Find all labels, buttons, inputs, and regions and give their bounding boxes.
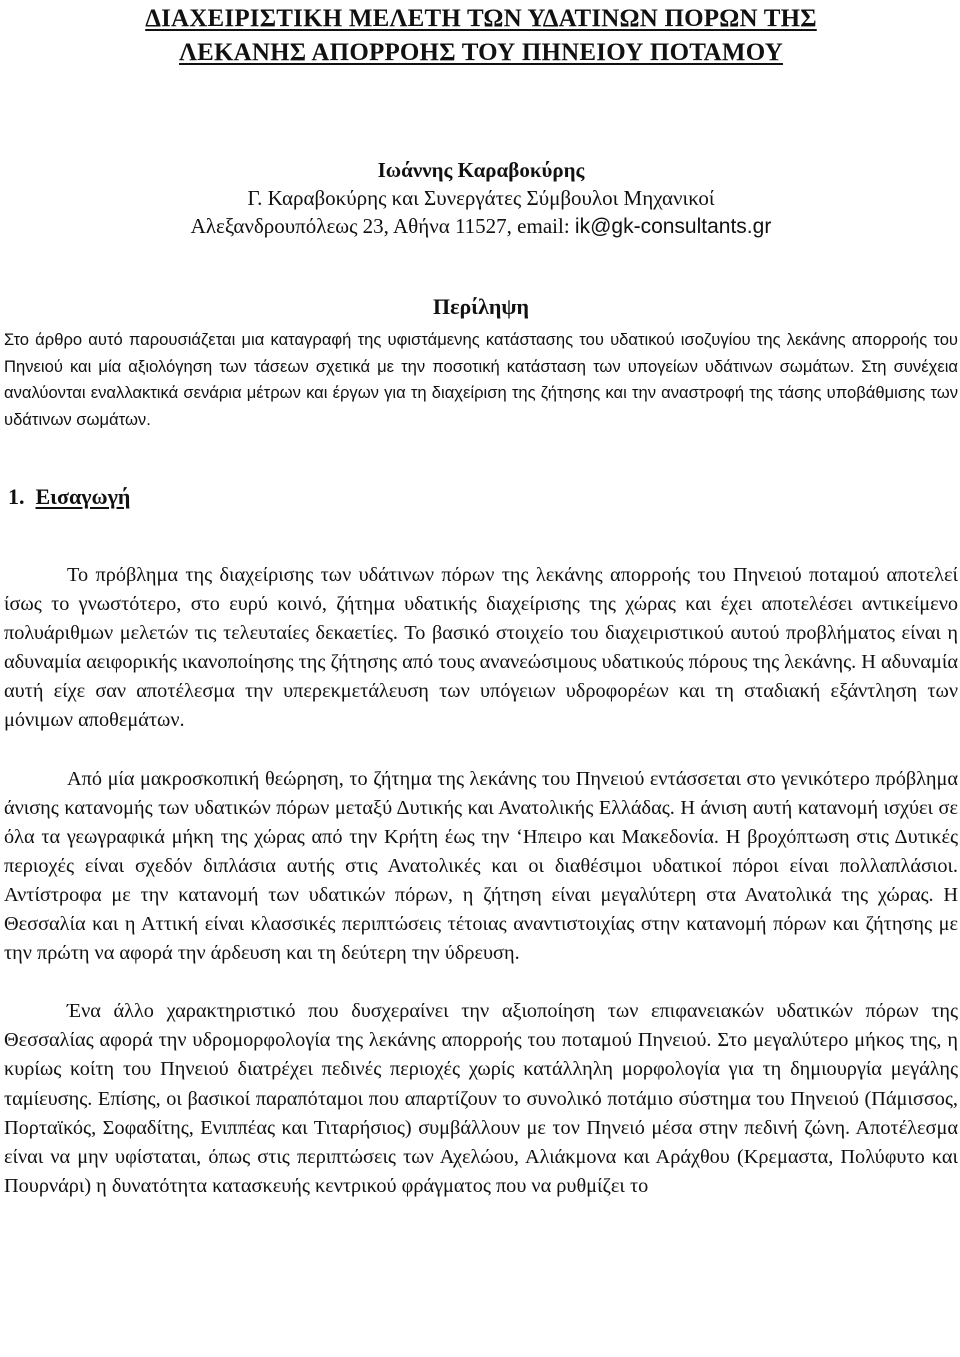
author-address	[4, 212, 958, 241]
section-title: Εισαγωγή	[35, 484, 131, 509]
paper-title	[4, 2, 958, 70]
author-block	[4, 156, 958, 241]
body-paragraph-3: Ένα άλλο χαρακτηριστικό που δυσχεραίνει την αξιοποίηση των επιφανειακών υδατικών πόρων της Θεσσαλίας αφορά την υδρομορφολογία της λεκάνης απορροής του ποταμού Πηνειού. Στο μεγαλύτερο μήκος της, η κυρίως κοίτη του Πηνειού διατρέχει πεδινές περιοχές χωρίς κατάλληλη μορφολογία για τη δημιουργία μεγάλης ταμίευσης. Επίσης, οι βασικοί παραπόταμοι που απαρτίζουν το συνολικό ποτάμιο σύστημα του Πηνειού (Πάμισσος, Πορταϊκός, Σοφαδίτης, Ενιππέας και Τιταρήσιος) συμβάλλουν με τον Πηνειό μέσα στην πεδινή ζώνη. Αποτέλεσμα είναι να μην υφίσταται, όπως στις περιπτώσεις των Αχελώου, Αλιάκμονα και Αράχθου (Κρεμαστα, Πολύφυτο και Πουρνάρι) η δυνατότητα κατασκευής κεντρικού φράγματος που να ρυθμίζει το	[4, 1000, 958, 1197]
author-email: ik@gk-consultants.gr	[574, 215, 772, 238]
body-paragraph-2: Από μία μακροσκοπική θεώρηση, το ζήτημα της λεκάνης του Πηνειού εντάσσεται στο γενικότερο πρόβλημα άνισης κατανομής των υδατικών πόρων μεταξύ Δυτικής και Ανατολικής Ελλάδας. Η άνιση αυτή κατανομή ισχύει σε όλα τα γεωγραφικά μήκη της χώρας από την Κρήτη έως την ‘Ηπειρο και Μακεδονία. Η βροχόπτωση στις Δυτικές περιοχές είναι σχεδόν διπλάσια αυτής στις Ανατολικές και οι διαθέσιμοι υδατικοί πόροι είναι πολλαπλάσιοι. Αντίστροφα με την κατανομή των υδατικών πόρων, η ζήτηση είναι μεγαλύτερη στα Ανατολικά της χώρας. Η Θεσσαλία και η Αττική είναι κλασσικές περιπτώσεις τέτοιας αναντιστοιχίας στην κατανομή πόρων και ζήτησης με την πρώτη να αφορά την άρδευση και τη δεύτερη την ύδρευση.	[4, 767, 958, 965]
body-paragraph-1: Το πρόβλημα της διαχείρισης των υδάτινων πόρων της λεκάνης απορροής του Πηνειού ποταμού αποτελεί ίσως το γνωστότερο, στο ευρύ κοινό, ζήτημα υδατικής διαχείρισης της χώρας και έχει αποτελέσει αντικείμενο πολυάριθμων μελετών τις τελευταίες δεκαετίες. Το βασικό στοιχείο του διαχειριστικού αυτού προβλήματος είναι η αδυναμία αειφορικής ικανοποίησης της ζήτησης από τους ανανεώσιμους υδατικούς πόρους της λεκάνης. Η αδυναμία αυτή είχε σαν αποτέλεσμα την υπερεκμετάλευση των υπόγειων υδροφορέων και τη σταδιακή εξάντληση των μόνιμων αποθεμάτων.	[4, 564, 958, 732]
section-number: 1.	[8, 484, 25, 509]
section-heading	[4, 483, 958, 511]
abstract-text: Στο άρθρο αυτό παρουσιάζεται μια καταγραφή της υφιστάμενης κατάστασης του υδατικού ισοζυγίου της λεκάνης απορροής του Πηνειού και μία αξιολόγηση των τάσεων σχετικά με την ποσοτική κατάσταση των υπογείων υδάτινων σωμάτων. Στη συνέχεια αναλύονται εναλλακτικά σενάρια μέτρων και έργων για τη διαχείριση της ζήτησης και την αναστροφή της τάσης υποβάθμισης των υδάτινων σωμάτων.	[4, 330, 958, 429]
author-affiliation: Γ. Καραβοκύρης και Συνεργάτες Σύμβουλοι Μηχανικοί	[247, 186, 715, 210]
author-name: Ιωάννης Καραβοκύρης	[377, 158, 585, 182]
title-line-1: ΔΙΑΧΕΙΡΙΣΤΙΚΗ ΜΕΛΕΤΗ ΤΩΝ ΥΔΑΤΙΝΩΝ ΠΟΡΩΝ ΤΗΣ	[145, 5, 817, 32]
author-address-text: Αλεξανδρουπόλεως 23, Αθήνα 11527, email:	[190, 214, 575, 238]
title-line-2: ΛΕΚΑΝΗΣ ΑΠΟΡΡΟΗΣ ΤΟΥ ΠΗΝΕΙΟΥ ΠΟΤΑΜΟΥ	[179, 39, 783, 66]
abstract-heading: Περίληψη	[432, 294, 530, 319]
